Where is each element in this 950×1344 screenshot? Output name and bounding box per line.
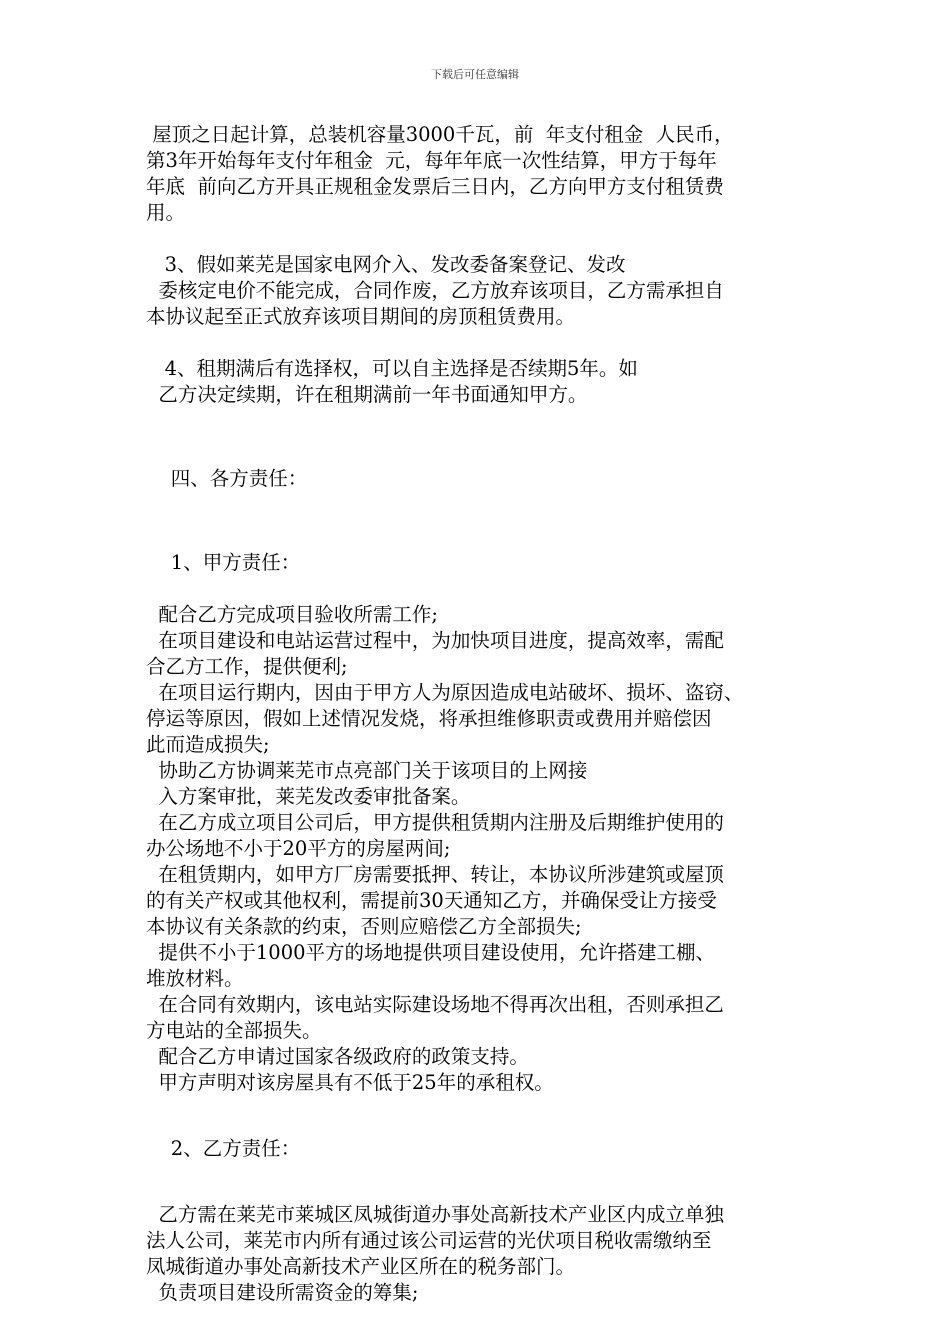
- text-line: 第3年开始每年支付年租金 元，每年年底一次性结算，甲方于每年: [146, 149, 717, 172]
- section-heading: 四、各方责任：: [146, 467, 308, 490]
- text-line: 负责项目建设所需资金的筹集;: [146, 1281, 419, 1304]
- text-line: 本协议有关条款的约束，否则应赔偿乙方全部损失;: [146, 915, 582, 938]
- page-header: 下载后可任意编辑: [431, 68, 519, 81]
- document-body: [146, 122, 826, 1306]
- text-line: 用。: [146, 201, 186, 224]
- spacer: [146, 576, 826, 602]
- text-line: 停运等原因，假如上述情况发烧，将承担维修职责或费用并赔偿因: [146, 707, 712, 730]
- text-line: 在项目建设和电站运营过程中，为加快项目进度，提高效率，需配: [146, 629, 724, 652]
- text-line: 乙方决定续期，许在租期满前一年书面通知甲方。: [146, 383, 588, 406]
- text-line: 法人公司，莱芜市内所有通过该公司运营的光伏项目税收需缴纳至: [146, 1229, 712, 1252]
- text-line: 乙方需在莱芜市莱城区凤城街道办事处高新技术产业区内成立单独: [146, 1203, 724, 1226]
- text-line: 配合乙方申请过国家各级政府的政策支持。: [146, 1045, 529, 1068]
- spacer: [146, 1162, 826, 1202]
- spacer: [146, 1096, 826, 1136]
- subsection-heading: 1、甲方责任：: [146, 551, 301, 574]
- text-line: 4、租期满后有选择权，可以自主选择是否续期5年。如: [146, 357, 638, 380]
- text-line: 甲方声明对该房屋具有不低于25年的承租权。: [146, 1071, 554, 1094]
- text-line: 屋顶之日起计算，总装机容量3000千瓦，前 年支付租金 人民币，: [146, 123, 734, 146]
- text-line: 在租赁期内，如甲方厂房需要抵押、转让，本协议所涉建筑或屋顶: [146, 863, 724, 886]
- text-line: 本协议起至正式放弃该项目期间的房顶租赁费用。: [146, 305, 576, 328]
- text-line: 办公场地不小于20平方的房屋两间;: [146, 837, 451, 860]
- text-line: 入方案审批，莱芜发改委审批备案。: [146, 785, 471, 808]
- text-line: 年底 前向乙方开具正规租金发票后三日内，乙方向甲方支付租赁费: [146, 175, 724, 198]
- text-line: 堆放材料。: [146, 967, 244, 990]
- text-line: 凤城街道办事处高新技术产业区所在的税务部门。: [146, 1255, 576, 1278]
- text-line: 委核定电价不能完成，合同作废，乙方放弃该项目，乙方需承担自: [146, 279, 724, 302]
- text-line: 协助乙方协调莱芜市点亮部门关于该项目的上网接: [146, 759, 588, 782]
- text-line: 提供不小于1000平方的场地提供项目建设使用，允许搭建工棚、: [146, 941, 716, 964]
- text-line: 3、假如莱芜是国家电网介入、发改委备案登记、发改: [146, 253, 626, 276]
- text-line: 在合同有效期内，该电站实际建设场地不得再次出租，否则承担乙: [146, 993, 724, 1016]
- spacer: [146, 408, 826, 466]
- text-line: 合乙方工作，提供便利;: [146, 655, 348, 678]
- spacer: [146, 226, 826, 252]
- text-line: 此而造成损失;: [146, 733, 270, 756]
- text-line: 在乙方成立项目公司后，甲方提供租赁期内注册及后期维护使用的: [146, 811, 724, 834]
- text-line: 配合乙方完成项目验收所需工作;: [146, 603, 438, 626]
- text-line: 方电站的全部损失。: [146, 1019, 322, 1042]
- spacer: [146, 492, 826, 550]
- subsection-heading: 2、乙方责任：: [146, 1137, 301, 1160]
- spacer: [146, 330, 826, 356]
- text-line: 的有关产权或其他权利，需提前30天通知乙方，并确保受让方接受: [146, 889, 717, 912]
- text-line: 在项目运行期内，因由于甲方人为原因造成电站破坏、损坏、盗窃、: [146, 681, 744, 704]
